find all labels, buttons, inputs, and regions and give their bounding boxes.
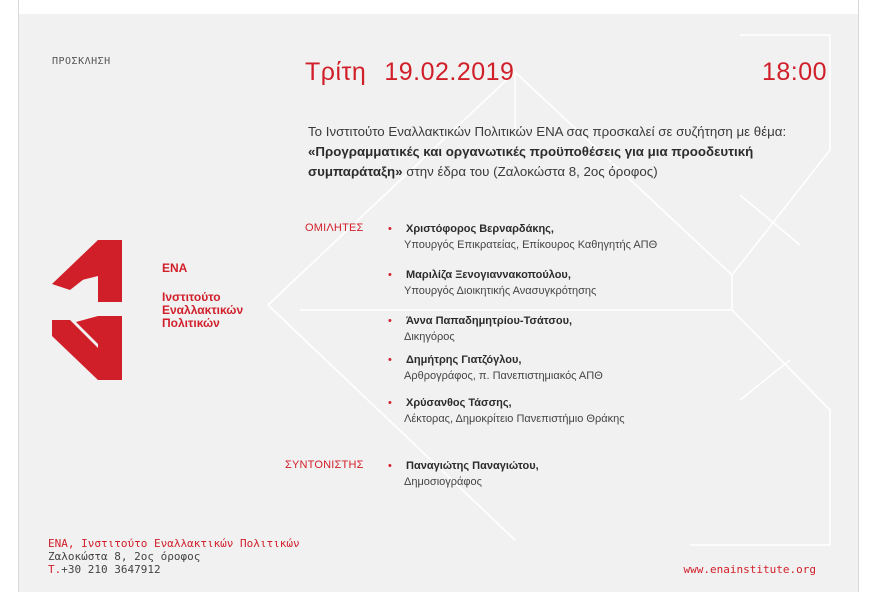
- logo-acronym: ΕΝΑ: [162, 261, 188, 275]
- logo-name-line-3: Πολιτικών: [162, 316, 220, 330]
- frame-top: [0, 0, 873, 14]
- speakers-label: ΟΜΙΛΗΤΕΣ: [305, 222, 364, 234]
- bullet-icon: •: [388, 269, 392, 281]
- intro-topic: «Προγραμματικές και οργανωτικές προϋποθέσεις για μια προοδευτική συμπαράταξη»: [308, 144, 754, 179]
- bullet-icon: •: [388, 315, 392, 327]
- phone-number: +30 210 3647912: [61, 563, 161, 576]
- event-date: 19.02.2019: [384, 58, 515, 86]
- bullet-icon: •: [388, 460, 392, 472]
- speaker-role: Αρθρογράφος, π. Πανεπιστημιακός ΑΠΘ: [404, 370, 603, 382]
- speaker-role: Λέκτορας, Δημοκρίτειο Πανεπιστήμιο Θράκης: [404, 413, 625, 425]
- speaker-role: Υπουργός Επικρατείας, Επίκουρος Καθηγητής ΑΠΘ: [404, 239, 658, 251]
- speaker-role: Υπουργός Διοικητικής Ανασυγκρότησης: [404, 285, 597, 297]
- speaker-name: Μαριλίζα Ξενογιαννακοπούλου,: [406, 269, 571, 281]
- footer-phone: [48, 563, 300, 576]
- bullet-icon: •: [388, 397, 392, 409]
- frame-right: [858, 0, 873, 604]
- speaker-name: Χρύσανθος Τάσσης,: [406, 397, 512, 409]
- invitation-label: ΠΡΟΣΚΛΗΣΗ: [52, 56, 111, 67]
- bullet-icon: •: [388, 354, 392, 366]
- speaker-name: Δημήτρης Γιατζόγλου,: [406, 354, 522, 366]
- moderator-name: Παναγιώτης Παναγιώτου,: [406, 460, 539, 472]
- bullet-icon: •: [388, 223, 392, 235]
- ena-logo-icon: [52, 240, 122, 380]
- event-time: 18:00: [761, 58, 827, 86]
- event-day: Τρίτη: [305, 58, 367, 86]
- event-datetime: [305, 58, 827, 87]
- frame-bottom: [0, 592, 873, 604]
- phone-prefix: Τ.: [48, 563, 62, 576]
- frame-left: [0, 0, 19, 604]
- logo-text: [162, 262, 243, 330]
- speaker-name: Χριστόφορος Βερναρδάκης,: [406, 223, 554, 235]
- footer-org: ΕΝΑ, Ινστιτούτο Εναλλακτικών Πολιτικών: [48, 537, 300, 550]
- moderator-role: Δημοσιογράφος: [404, 476, 482, 488]
- speaker-role: Δικηγόρος: [404, 331, 455, 343]
- logo-name-line-2: Εναλλακτικών: [162, 303, 244, 317]
- website-link[interactable]: www.enainstitute.org: [683, 563, 816, 576]
- intro-text-1: Το Ινστιτούτο Εναλλακτικών Πολιτικών ΕΝΑ σας προσκαλεί σε συζήτηση με θέμα:: [308, 124, 787, 139]
- intro-paragraph: [308, 122, 828, 182]
- logo-name-line-1: Ινστιτούτο: [162, 290, 221, 304]
- moderator-label: ΣΥΝΤΟΝΙΣΤΗΣ: [285, 459, 364, 471]
- intro-text-2: στην έδρα του (Ζαλοκώστα 8, 2ος όροφος): [402, 164, 658, 179]
- speaker-name: Άννα Παπαδημητρίου-Τσάτσου,: [406, 315, 573, 327]
- footer-contact: [48, 537, 300, 576]
- footer-address: Ζαλοκώστα 8, 2ος όροφος: [48, 550, 201, 563]
